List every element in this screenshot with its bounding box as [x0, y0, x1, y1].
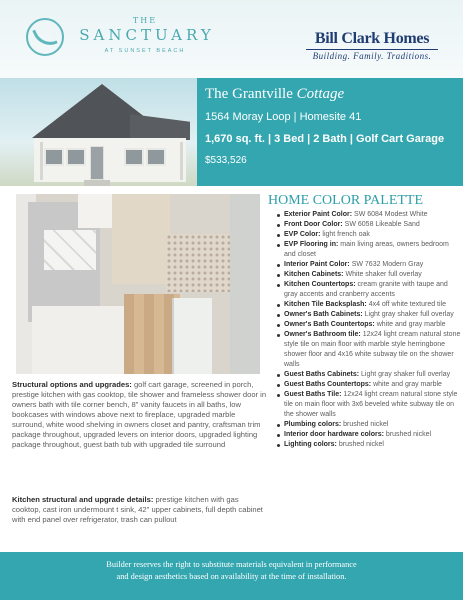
palette-item	[276, 320, 462, 330]
palette-item-value: SW 7632 Modern Gray	[351, 261, 424, 268]
palette-item-value: Light gray shaker full overlay	[361, 371, 451, 378]
structural-label: Structural options and upgrades:	[12, 380, 132, 389]
palette-item-label: Lighting colors:	[284, 441, 337, 448]
palette-item	[276, 220, 462, 230]
palette-item	[276, 390, 462, 420]
logo-sanctuary-text: SANCTUARY	[79, 26, 215, 44]
structural-upgrades	[12, 380, 268, 450]
house-photo	[0, 78, 197, 186]
palette-item	[276, 260, 462, 270]
swatch-herringbone-tile	[44, 230, 96, 270]
palette-item-label: Owner's Bathroom tile:	[284, 331, 361, 338]
palette-item-label: Owner's Bath Cabinets:	[284, 311, 363, 318]
palette-heading: HOME COLOR PALETTE	[268, 193, 424, 208]
palette-item	[276, 380, 462, 390]
kitchen-label: Kitchen structural and upgrade details:	[12, 495, 154, 504]
house-window	[146, 148, 166, 166]
palette-item	[276, 230, 462, 240]
footer-disclaimer	[0, 552, 463, 600]
palette-item-value: 12x24 light cream natural stone style tile on main floor with 3x6 beveled white subway tile on the shower walls	[284, 391, 458, 418]
palette-item-label: Kitchen Cabinets:	[284, 271, 344, 278]
palette-item	[276, 430, 462, 440]
palette-item-value: cream granite with taupe and gray accents and cranberry accents	[284, 281, 448, 298]
house-window	[44, 148, 64, 166]
home-title	[205, 86, 344, 103]
kitchen-text: prestige kitchen with gas cooktop, cast iron undermount t sink, 42" upper cabinets, full depth cabinet with end panel over refrigerator, trash can pullout	[12, 495, 263, 524]
palette-item-label: Interior Paint Color:	[284, 261, 350, 268]
palette-item	[276, 420, 462, 430]
palette-item	[276, 440, 462, 450]
palette-item	[276, 210, 462, 220]
palette-item	[276, 310, 462, 320]
home-title-main: The Grantville	[205, 86, 293, 102]
home-title-style: Cottage	[296, 86, 345, 102]
house-door	[90, 146, 104, 180]
builder-name: Bill Clark Homes	[314, 30, 430, 47]
swatch-granite	[166, 234, 230, 292]
palette-item-label: EVP Color:	[284, 231, 321, 238]
swatch-subway-tile	[172, 298, 212, 374]
house-window	[124, 148, 144, 166]
palette-item-value: light french oak	[322, 231, 370, 238]
structural-text: golf cart garage, screened in porch, prestige kitchen with gas cooktop, tile shower and frameless shower door in owners bath with tile corner bench, 8" vanity faucets in all baths, low bookcases with windows above next to fireplace, upgraded marble surround, white wood shelving in owners closet and pantry, craftsman trim package throughout, upgraded levers on interior doors, upgraded lighting package throughout, guest bath tub with upgraded tile surround	[12, 380, 267, 449]
palette-item-value: white and gray marble	[373, 381, 442, 388]
palette-item-value: brushed nickel	[338, 441, 384, 448]
palette-item	[276, 370, 462, 380]
home-price: $533,526	[205, 155, 247, 166]
palette-item-label: Guest Baths Countertops:	[284, 381, 372, 388]
home-details	[205, 78, 460, 186]
swatch-white-countertop	[32, 306, 128, 374]
palette-item-value: brushed nickel	[343, 421, 389, 428]
house-window	[66, 148, 86, 166]
palette-item-label: Exterior Paint Color:	[284, 211, 353, 218]
palette-item-value: white and gray marble	[376, 321, 446, 328]
palette-list	[276, 210, 462, 450]
palette-item-label: Plumbing colors:	[284, 421, 342, 428]
home-specs: 1,670 sq. ft. | 3 Bed | 2 Bath | Golf Cart Garage	[205, 133, 445, 145]
porch-post	[40, 142, 43, 180]
palette-item-value: Light gray shaker full overlay	[364, 311, 454, 318]
palette-item-label: Interior door hardware colors:	[284, 431, 384, 438]
porch-post	[180, 142, 183, 180]
palette-item-value: 12x24 light cream natural stone style tile on main floor with marble style herringbone shower floor and 4x16 white subway tile on the shower walls	[284, 331, 461, 368]
palette-item-value: White shaker full overlay	[345, 271, 422, 278]
footer-line-1: Builder reserves the right to substitute materials equivalent in performance	[106, 560, 357, 569]
house-steps	[84, 180, 110, 186]
palette-item-value: main living areas, owners bedroom and closet	[284, 241, 449, 258]
builder-logo	[302, 30, 442, 70]
palette-item	[276, 300, 462, 310]
palette-item-label: Kitchen Tile Backsplash:	[284, 301, 367, 308]
palette-item-label: Owner's Bath Countertops:	[284, 321, 375, 328]
builder-rule	[306, 49, 438, 50]
home-info-band	[0, 78, 463, 186]
palette-item-label: Kitchen Countertops:	[284, 281, 356, 288]
palette-item-label: Front Door Color:	[284, 221, 343, 228]
palette-item	[276, 240, 462, 260]
palette-item-value: SW 6058 Likeable Sand	[344, 221, 420, 228]
logo-the-text: THE	[132, 16, 158, 25]
palette-item-label: Guest Baths Tile:	[284, 391, 342, 398]
sanctuary-logo	[20, 14, 220, 70]
house-roof-side	[130, 114, 190, 140]
palette-item-value: 4x4 off white textured tile	[368, 301, 446, 308]
logo-subtitle: AT SUNSET BEACH	[104, 48, 186, 54]
palette-item-label: Guest Baths Cabinets:	[284, 371, 360, 378]
home-address: 1564 Moray Loop | Homesite 41	[205, 111, 362, 123]
palette-item-value: SW 6084 Modest White	[354, 211, 428, 218]
material-swatch-photo	[16, 194, 260, 374]
palette-item	[276, 330, 462, 370]
palette-item	[276, 270, 462, 280]
palette-item	[276, 280, 462, 300]
header	[0, 0, 463, 78]
kitchen-upgrades	[12, 495, 268, 525]
footer-line-2: and design aesthetics based on availability at the time of installation.	[116, 572, 347, 581]
swatch-cream-stone	[112, 194, 170, 284]
palette-item-label: EVP Flooring in:	[284, 241, 339, 248]
palette-item-value: brushed nickel	[385, 431, 432, 438]
builder-tagline: Building. Family. Traditions.	[312, 51, 432, 61]
swatch-gray-tile	[230, 194, 260, 374]
